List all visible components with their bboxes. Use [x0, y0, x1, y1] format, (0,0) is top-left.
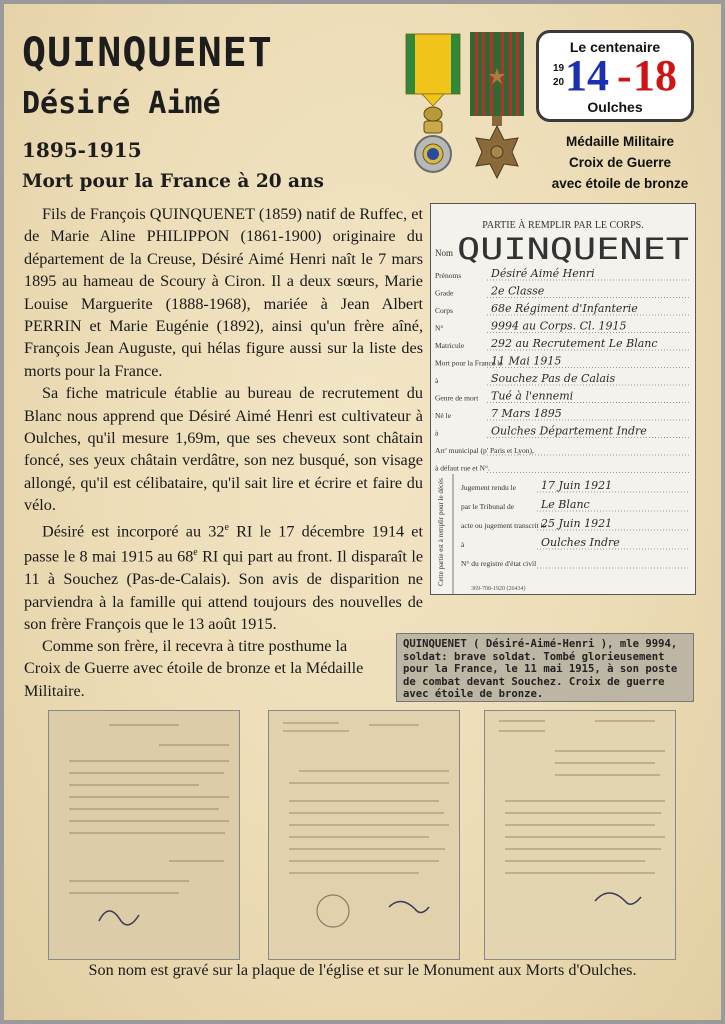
card-row-label: à défaut rue et N°. [435, 463, 490, 473]
card-side-label: Cette partie est à remplir pour le décès [437, 478, 445, 586]
card-row-label: Corps [435, 306, 453, 315]
bio-sup: e [224, 521, 229, 533]
life-years: 1895-1915 [22, 138, 142, 162]
journal-officiel-clipping: QUINQUENET ( Désiré-Aimé-Henri ), mle 9994, soldat: brave soldat. Tombé glorieusement pour la France, le 11 mai 1915, à son poste de combat devant Souchez. Croix de guerre avec étoile de bronze. [396, 633, 694, 702]
centenary-badge [536, 30, 694, 122]
memorial-page [4, 4, 721, 1020]
card-judgement-row-label: acte ou jugement transcrit le [461, 521, 546, 530]
card-row-value: Désiré Aimé Henri [491, 267, 595, 280]
bio-text: Désiré est incorporé au 32 [42, 522, 225, 541]
bio-sup: e [193, 547, 198, 559]
bio-text: RI le 17 décembre 1914 et passe le 8 mai 1915 au 68 [24, 522, 423, 566]
medaille-militaire-icon [406, 34, 460, 172]
card-judgement-row-value: Oulches Indre [541, 536, 620, 549]
card-row-value: 9994 au Corps. Cl. 1915 [491, 319, 627, 333]
firstnames-title: Désiré Aimé [22, 86, 221, 121]
card-judgement-row-label: N° du registre d'état civil [461, 559, 537, 568]
badge-year-end: 18 [633, 51, 677, 100]
archive-document-1 [48, 710, 240, 960]
bio-paragraph: Fils de François QUINQUENET (1859) natif de Ruffec, et de Marie Aline PHILIPPON (1861-1900) originaire du département de la Creuse, Désiré Aimé Henri naît le 7 mars 1895 au hameau de Scoury à Ciron. Il a deux sœurs, Marie Louise Marguerite (1888-1968), mariée à Jean Albert PERRIN et Marie Eugénie (1892), ainsi qu'un frère aîné, François Jean Auguste, qui hélas figure aussi sur la liste des morts pour la France. [24, 205, 423, 380]
card-row-label: Grade [435, 288, 454, 298]
card-row-label: Matricule [435, 341, 465, 350]
card-row-value: Souchez Pas de Calais [491, 372, 616, 385]
card-judgement-row-label: à [461, 540, 465, 549]
card-row-label: Arr' municipal (p' Paris et Lyon), [435, 446, 534, 455]
bio-paragraph: Sa fiche matricule établie au bureau de recrutement du Blanc nous apprend que Désiré Aimé Henri est cultivateur à Oulches, qu'il mesure 1,69m, que ses cheveux sont châtain foncé, ses yeux châtain verdâtre, son nez busqué, son visage allongé, qu'il est célibataire, qu'il sait lire et écrire et faire du vélo. [24, 384, 423, 515]
medals-image [398, 28, 530, 180]
card-row-label: à [435, 428, 439, 438]
card-row-label: N° [435, 323, 444, 333]
badge-century-end: 20 [553, 77, 565, 88]
card-row-value: 292 au Recrutement Le Blanc [491, 337, 658, 350]
surname-title: QUINQUENET [22, 30, 273, 76]
card-judgement-row-value: Le Blanc [541, 498, 590, 511]
croix-de-guerre-icon [470, 32, 524, 178]
card-judgement-row-label: Jugement rendu le [461, 483, 516, 492]
bio-text: RI qui part au front. Il disparaît le 11 à Souchez (Pas-de-Calais). Son avis de disparition ne parviendra à la famille qui attend toujours des nouvelles de son frère François que le 13 août 1915. [24, 547, 424, 634]
card-name-value: QUINQUENET [457, 232, 689, 266]
card-heading: PARTIE À REMPLIR PAR LE CORPS. [482, 220, 644, 231]
card-row-value: Tué à l'ennemi [491, 389, 574, 403]
card-name-label: Nom [435, 248, 453, 258]
card-row-value: 7 Mars 1895 [491, 407, 562, 420]
death-subtitle: Mort pour la France à 20 ans [22, 171, 324, 192]
archive-document-3 [484, 710, 676, 960]
death-record-card [430, 203, 696, 595]
card-row-label: Prénoms [435, 271, 462, 280]
bio-paragraph [24, 517, 423, 636]
badge-year-start: 14 [565, 51, 609, 100]
medal-caption-1: Médaille Militaire [565, 134, 675, 149]
card-judgement-row-value: 25 Juin 1921 [541, 517, 613, 530]
badge-century-start: 19 [553, 63, 565, 74]
card-row-value: Oulches Département Indre [491, 424, 647, 438]
card-row-label: Né le [435, 411, 452, 420]
card-row-label: à [435, 376, 439, 385]
card-judgement-row-value: 17 Juin 1921 [541, 479, 613, 492]
memorial-footer: Son nom est gravé sur la plaque de l'église et sur le Monument aux Morts d'Oulches. [88, 961, 637, 979]
medal-caption-2: Croix de Guerre [568, 155, 672, 170]
medal-caption-3: avec étoile de bronze [551, 176, 689, 191]
archive-document-2 [268, 710, 460, 960]
badge-years [539, 51, 691, 100]
biography [24, 203, 424, 700]
badge-dash: - [617, 51, 632, 100]
card-judgement-row-label: par le Tribunal de [461, 502, 515, 511]
card-row-value: 11 Mai 1915 [491, 354, 562, 368]
card-row-label: Mort pour la France le [435, 358, 503, 368]
badge-title: Le centenaire [569, 39, 661, 55]
card-row-label: Genre de mort [435, 393, 479, 403]
bio-paragraph: Comme son frère, il recevra à titre posthume la Croix de Guerre avec étoile de bronze et la Médaille Militaire. [24, 637, 364, 700]
card-ref: 369-708-1920 (26434) [471, 586, 526, 592]
badge-place: Oulches [587, 99, 643, 115]
card-row-value: 68e Régiment d'Infanterie [491, 302, 638, 315]
card-row-value: 2e Classe [491, 284, 545, 298]
